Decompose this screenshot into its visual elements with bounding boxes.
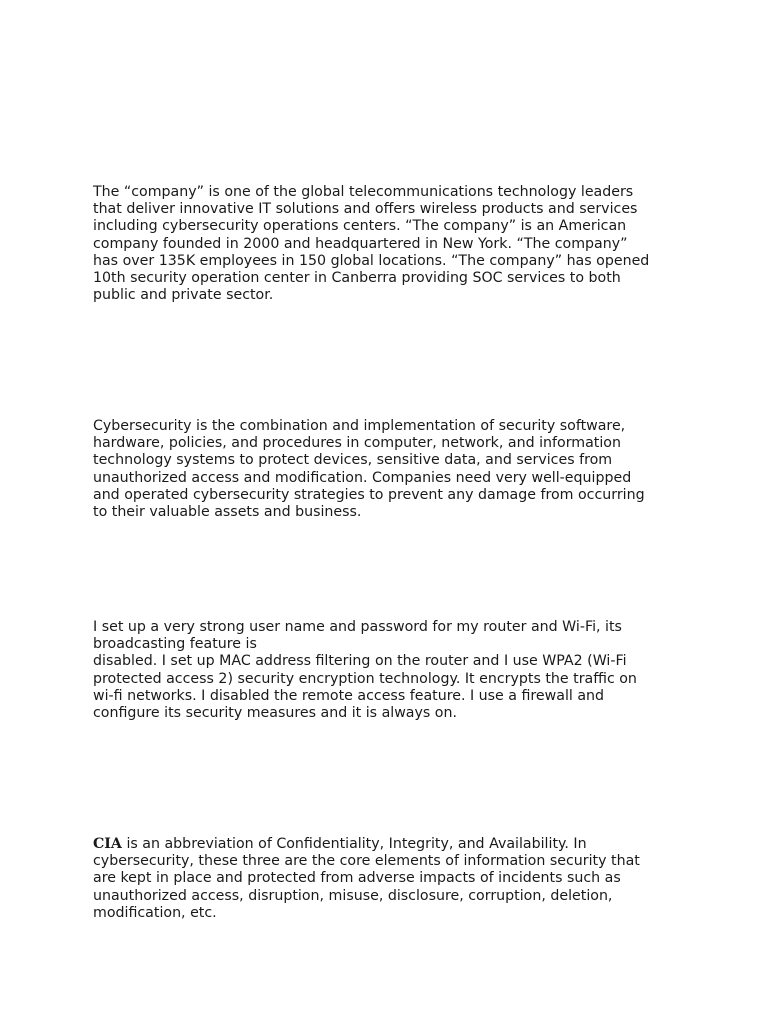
- text-line: 10th security operation center in Canberra providing SOC services to both: [93, 270, 621, 287]
- paragraph-company-overview: [93, 184, 685, 304]
- text-line: broadcasting feature is: [93, 636, 257, 653]
- paragraph-router-security: [93, 619, 685, 722]
- text-line: [93, 836, 685, 853]
- text-line: public and private sector.: [93, 287, 274, 304]
- text-line: unauthorized access, disruption, misuse, disclosure, corruption, deletion,: [93, 887, 613, 904]
- text-line: modification, etc.: [93, 904, 217, 921]
- text-line: Cybersecurity is the combination and implementation of security software,: [93, 418, 626, 434]
- text-line: disabled. I set up MAC address filtering on the router and I use WPA2 (Wi-Fi: [93, 653, 627, 670]
- text-line: protected access 2) security encryption technology. It encrypts the traffic on: [93, 670, 637, 687]
- text-line: cybersecurity, these three are the core elements of information security that: [93, 853, 640, 870]
- text-line: and operated cybersecurity strategies to prevent any damage from occurring: [93, 486, 645, 503]
- cia-line-rest: is an abbreviation of Confidentiality, Integrity, and Availability. In: [121, 836, 587, 852]
- paragraph-cybersecurity-definition: [93, 418, 685, 521]
- paragraph-cia-definition: [93, 836, 685, 922]
- text-line: unauthorized access and modification. Companies need very well-equipped: [93, 469, 632, 486]
- text-line: has over 135K employees in 150 global locations. “The company” has opened: [93, 252, 650, 269]
- text-line: to their valuable assets and business.: [93, 504, 362, 521]
- text-line: configure its security measures and it is always on.: [93, 705, 457, 722]
- text-line: wi-fi networks. I disabled the remote access feature. I use a firewall and: [93, 687, 605, 704]
- text-line: are kept in place and protected from adverse impacts of incidents such as: [93, 870, 621, 887]
- cia-term: CIA: [93, 836, 122, 852]
- text-line: technology systems to protect devices, sensitive data, and services from: [93, 452, 613, 469]
- text-line: including cybersecurity operations centers. “The company” is an American: [93, 218, 627, 235]
- text-line: I set up a very strong user name and password for my router and Wi-Fi, its: [93, 619, 622, 635]
- text-line: that deliver innovative IT solutions and offers wireless products and services: [93, 201, 638, 218]
- text-line: hardware, policies, and procedures in computer, network, and information: [93, 435, 621, 452]
- text-line: company founded in 2000 and headquartered in New York. “The company”: [93, 235, 628, 252]
- text-line: The “company” is one of the global telecommunications technology leaders: [93, 184, 634, 200]
